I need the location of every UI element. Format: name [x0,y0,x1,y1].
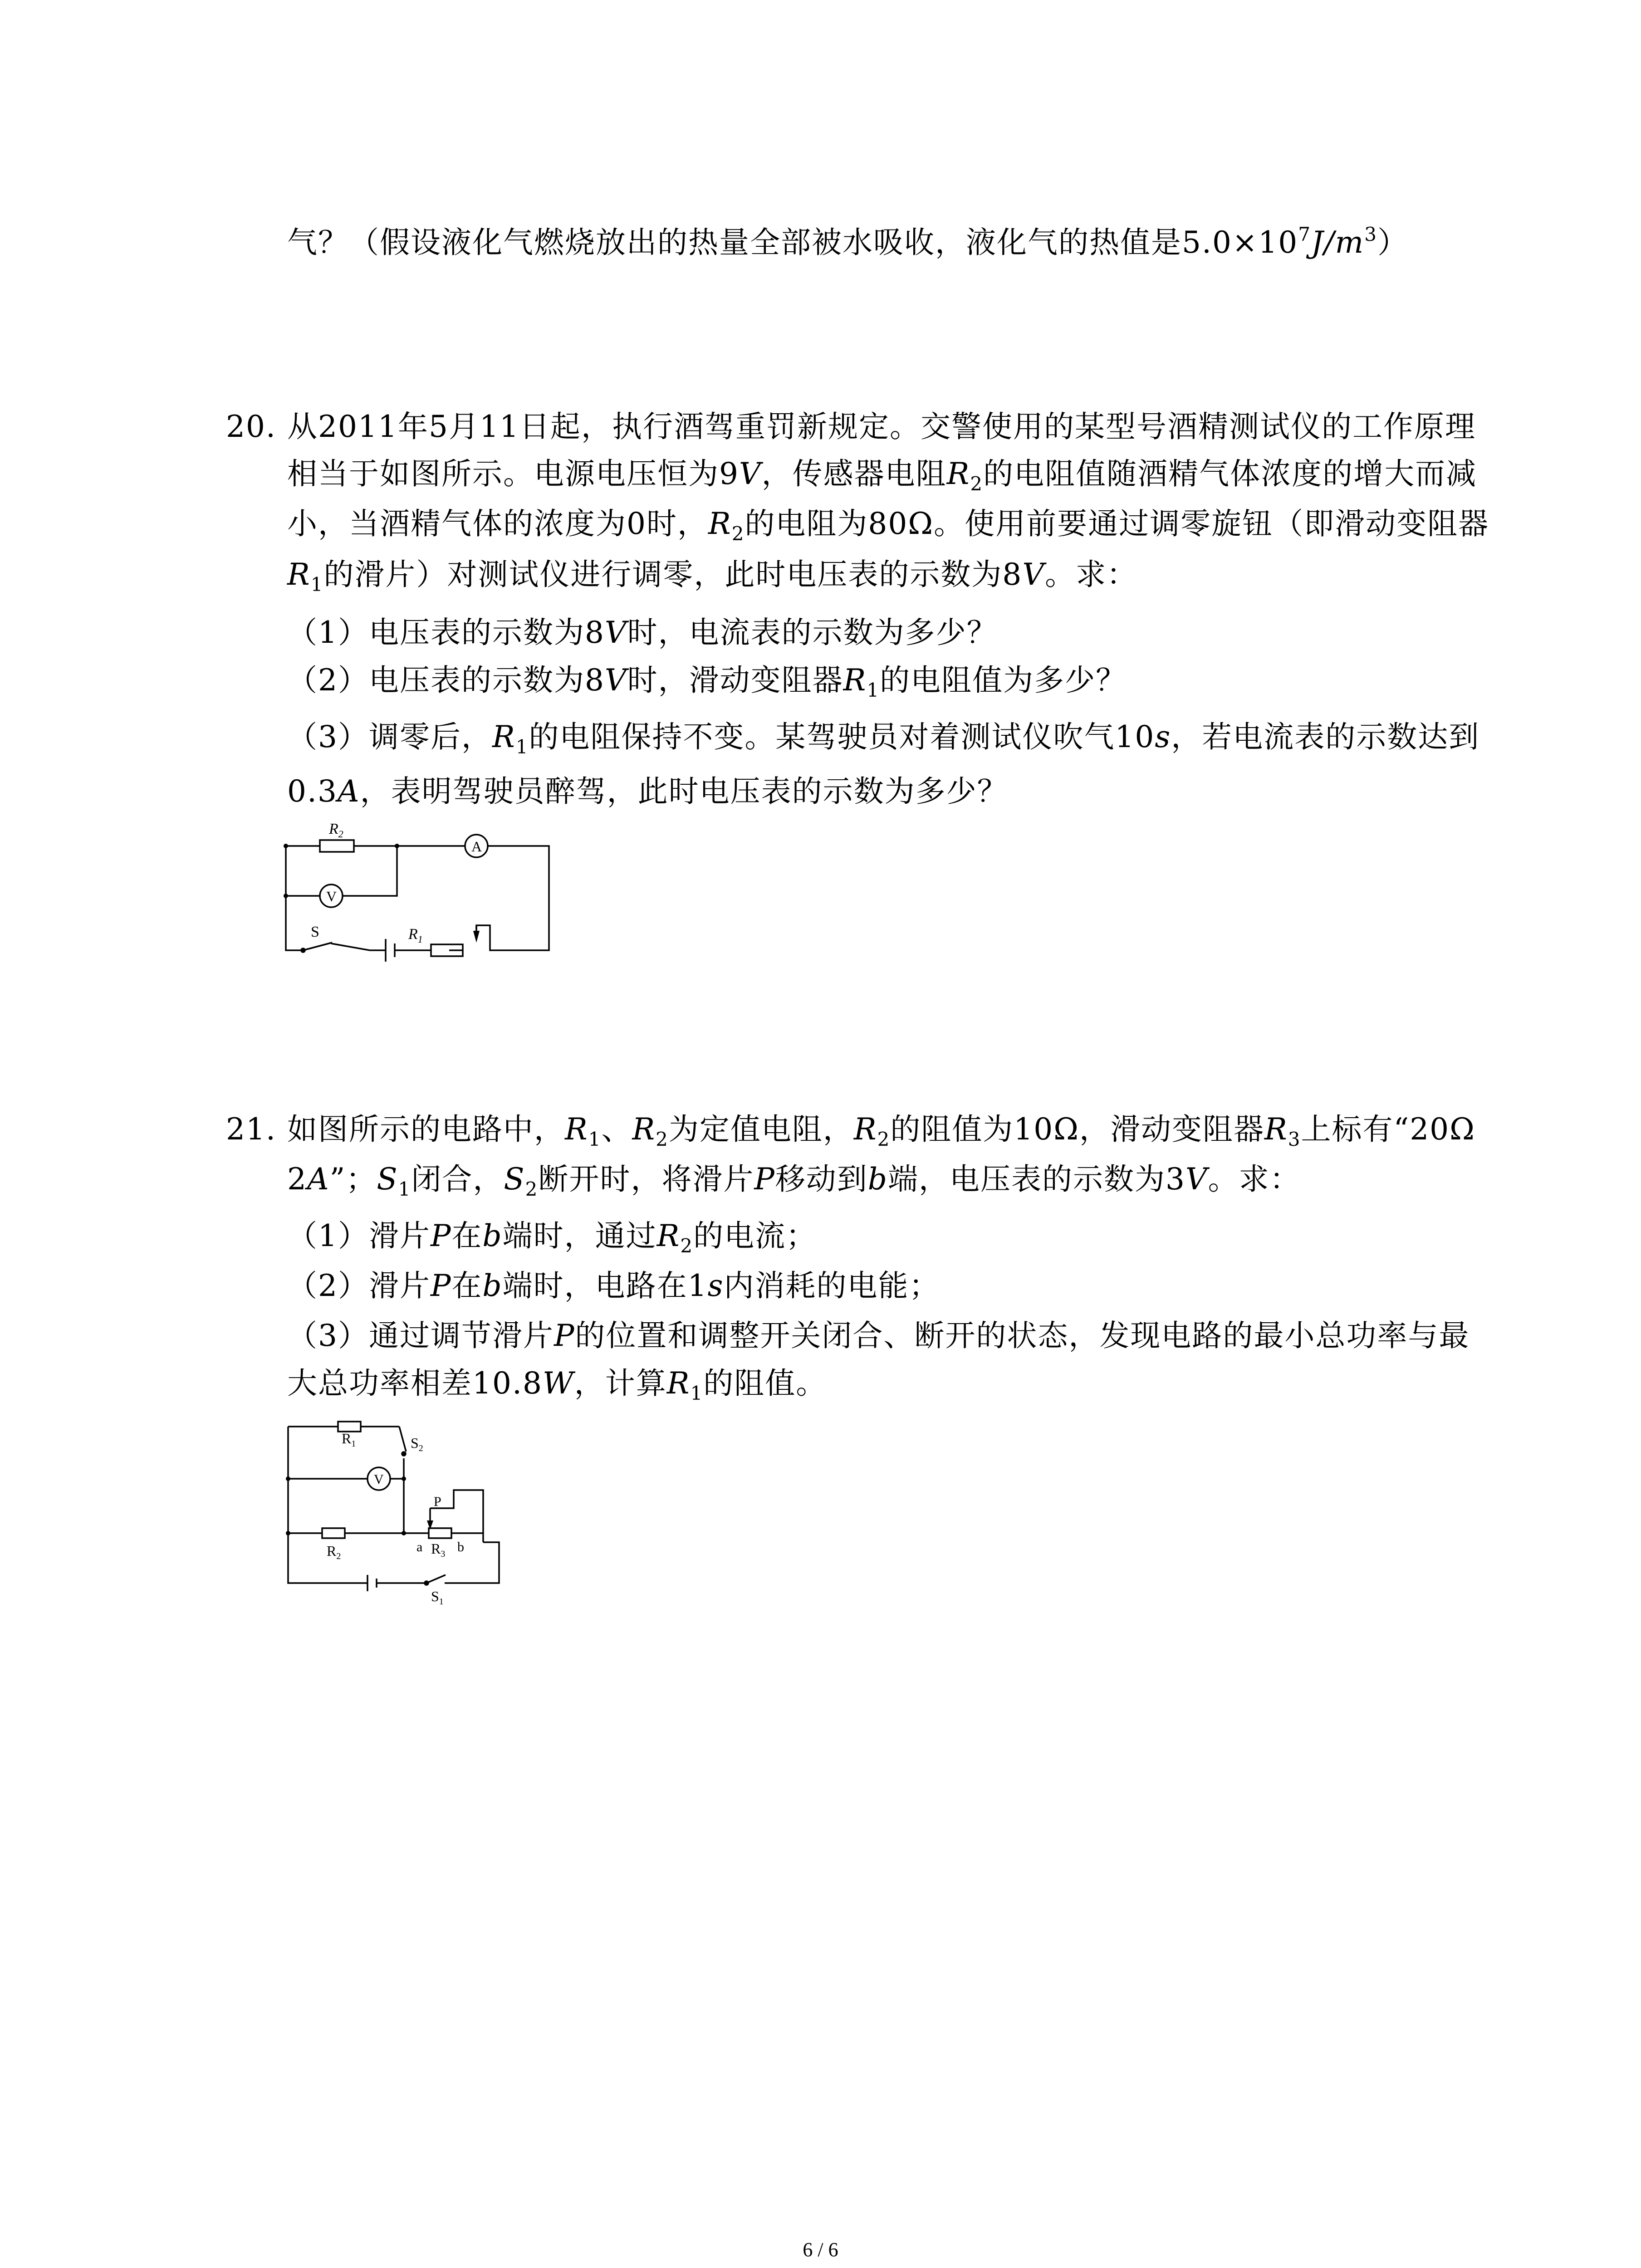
q21-s2-lever [399,1427,406,1452]
page-number: 6 / 6 [803,2239,838,2261]
q21-node [402,1476,406,1481]
q21-node [402,1531,406,1535]
q21-s2-pivot [402,1452,406,1456]
q21-sub-1: （1）滑片P在b端时，通过$R_2$的电流； [287,1218,817,1257]
q20-switch-lever [303,943,332,950]
q21-wires [288,1427,499,1583]
q20-r1-slider-head [473,931,480,943]
q21-sub-3: （3）通过调节滑片P的位置和调整开关闭合、断开的状态，发现电路的最小总功率与最 [287,1318,1470,1353]
q21-circuit-diagram [277,1415,513,1606]
q21-s1-lever [426,1575,446,1583]
q20-sub-3: （3）调零后，$R_1$的电阻保持不变。某驾驶员对着测试仪吹气10s，若电流表的示数达到 [287,719,1480,758]
q20-switch-label: S [311,924,319,940]
q21-p-label: P [434,1494,441,1509]
q20-sub-2: （2）电压表的示数为8V时，滑动变阻器$R_1$的电阻值为多少？ [287,663,1127,701]
q20-number: 20. [226,409,276,444]
q20-node [284,894,288,898]
q21-a-label: a [416,1540,423,1554]
q20-r2-resistor [320,840,354,852]
q20-voltmeter-label: V [326,888,337,904]
q21-s2-label: $S_2$ [411,1435,423,1453]
q21-node [286,1531,290,1535]
q20-ammeter-label: A [471,838,482,855]
q21-r2-label: $R_2$ [327,1543,341,1561]
q21-b-label: b [457,1540,464,1554]
q20-sub-1: （1）电压表的示数为8V时，电流表的示数为多少？ [287,615,998,650]
q21-r1-label: $R_1$ [342,1430,356,1449]
q21-sub-2: （2）滑片P在b端时，电路在1s内消耗的电能； [287,1268,940,1303]
q21-node [286,1476,290,1481]
q20-line-1: 20. 从2011年5月11日起，执行酒驾重罚新规定。交警使用的某型号酒精测试仪的工作原理 [226,406,1476,447]
q21-r3-label: $R_3$ [431,1540,446,1559]
q21-number: 21. [226,1112,276,1147]
q21-line-2: 2A”；$S_1$闭合，$S_2$断开时，将滑片P移动到b端，电压表的示数为3V。求： [287,1162,1301,1200]
q20-circuit-diagram [272,812,563,975]
q21-sub-3-cont: 大总功率相差10.8W，计算$R_1$的阻值。 [287,1366,827,1404]
q21-voltmeter-label: V [374,1472,384,1487]
q21-line-1: 21. 如图所示的电路中，$R_1$、$R_2$为定值电阻，$R_2$的阻值为10Ω，滑动变阻器$R_3$上标有“20Ω [226,1109,1475,1150]
q20-sub-3-cont: 0.3A，表明驾驶员醉驾，此时电压表的示数为多少？ [287,774,1008,809]
q20-node [284,844,288,848]
q21-r2-resistor [322,1528,345,1538]
q20-line-4: $R_1$的滑片）对测试仪进行调零，此时电压表的示数为8V。求： [287,557,1138,596]
q20-r2-label: $R_2$ [329,821,343,840]
q20-line-3: 小，当酒精气体的浓度为0时，$R_2$的电阻为80Ω。使用前要通过调零旋钮（即滑动变阻器 [287,506,1489,545]
q21-r3-rheostat [429,1528,451,1538]
q21-s1-label: $S_1$ [431,1588,444,1607]
q20-line-2: 相当于如图所示。电源电压恒为9V，传感器电阻$R_2$的电阻值随酒精气体浓度的增大而减 [287,456,1477,495]
q20-r1-label: $R_1$ [408,926,423,945]
q19-tail-line: 气？（假设液化气燃烧放出的热量全部被水吸收，液化气的热值是$5.0\times 10^7J/m^3$） [287,223,1408,260]
q20-node [395,844,399,848]
